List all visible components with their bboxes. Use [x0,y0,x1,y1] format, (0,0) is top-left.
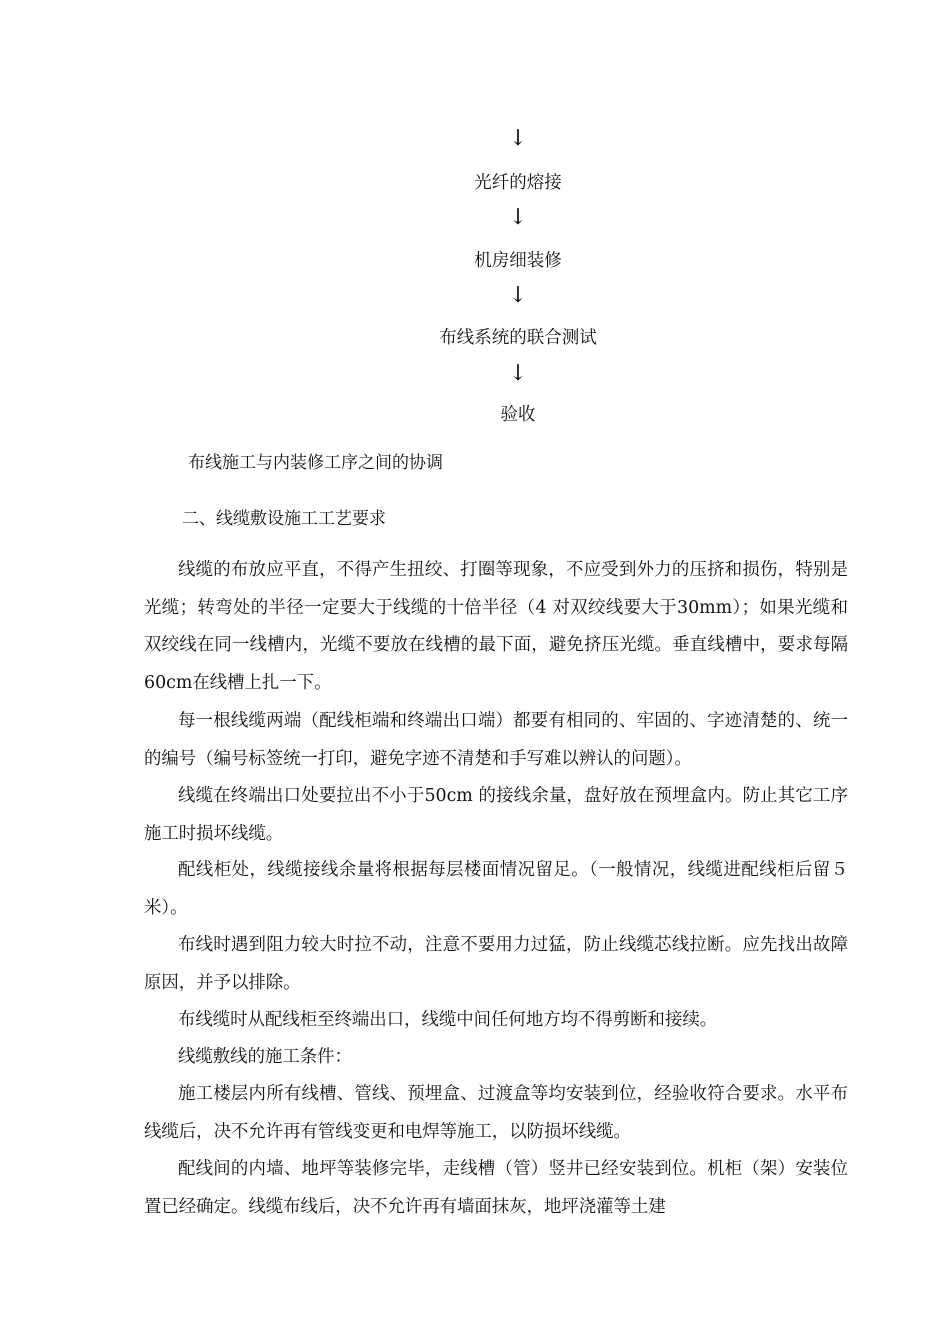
flow-arrow-icon: ↓ [508,126,528,151]
body-paragraph: 施工楼层内所有线槽、管线、预埋盒、过渡盒等均安装到位，经验收符合要求。水平布线缆后，决不允许再有管线变更和电焊等施工，以防损坏线缆。 [144,1084,848,1142]
flow-step: 机房细装修 [474,251,562,271]
flow-arrow-icon: ↓ [508,283,528,308]
body-paragraph: 线缆敷线的施工条件： [178,1047,352,1067]
flow-arrow-icon: ↓ [508,361,528,386]
body-paragraph: 布线时遇到阻力较大时拉不动，注意不要用力过猛，防止线缆芯线拉断。应先找出故障原因，并予以排除。 [144,935,848,993]
body-paragraph: 每一根线缆两端（配线柜端和终端出口端）都要有相同的、牢固的、字迹清楚的、统一的编号（编号标签统一打印，避免字迹不清楚和手写难以辨认的问题）。 [144,711,848,769]
body-paragraph: 布线缆时从配线柜至终端出口，线缆中间任何地方均不得剪断和接续。 [178,1010,718,1030]
flow-step: 布线系统的联合测试 [439,328,597,348]
section-heading: 二、线缆敷设施工工艺要求 [182,509,386,529]
flow-step: 光纤的熔接 [474,173,562,193]
body-paragraph: 线缆在终端出口处要拉出不小于50cm 的接线余量，盘好放在预埋盒内。防止其它工序施工时损坏线缆。 [144,786,848,844]
section-caption: 布线施工与内装修工序之间的协调 [188,453,443,473]
body-paragraph: 配线柜处，线缆接线余量将根据每层楼面情况留足。（一般情况，线缆进配线柜后留５米）。 [144,860,848,918]
flow-arrow-icon: ↓ [508,205,528,230]
body-paragraph: 配线间的内墙、地坪等装修完毕，走线槽（管）竖井已经安装到位。机柜（架）安装位置已经确定。线缆布线后，决不允许再有墙面抹灰，地坪浇灌等土建 [144,1159,848,1217]
flow-step: 验收 [500,405,536,425]
body-paragraph: 线缆的布放应平直，不得产生扭绞、打圈等现象，不应受到外力的压挤和损伤，特别是光缆；转弯处的半径一定要大于线缆的十倍半径（4 对双绞线要大于30mm）；如果光缆和双绞线在同一线槽内，光缆不要放在线槽的最下面，避免挤压光缆。垂直线槽中，要求每隔60cm在线槽上扎一下。 [144,560,848,693]
